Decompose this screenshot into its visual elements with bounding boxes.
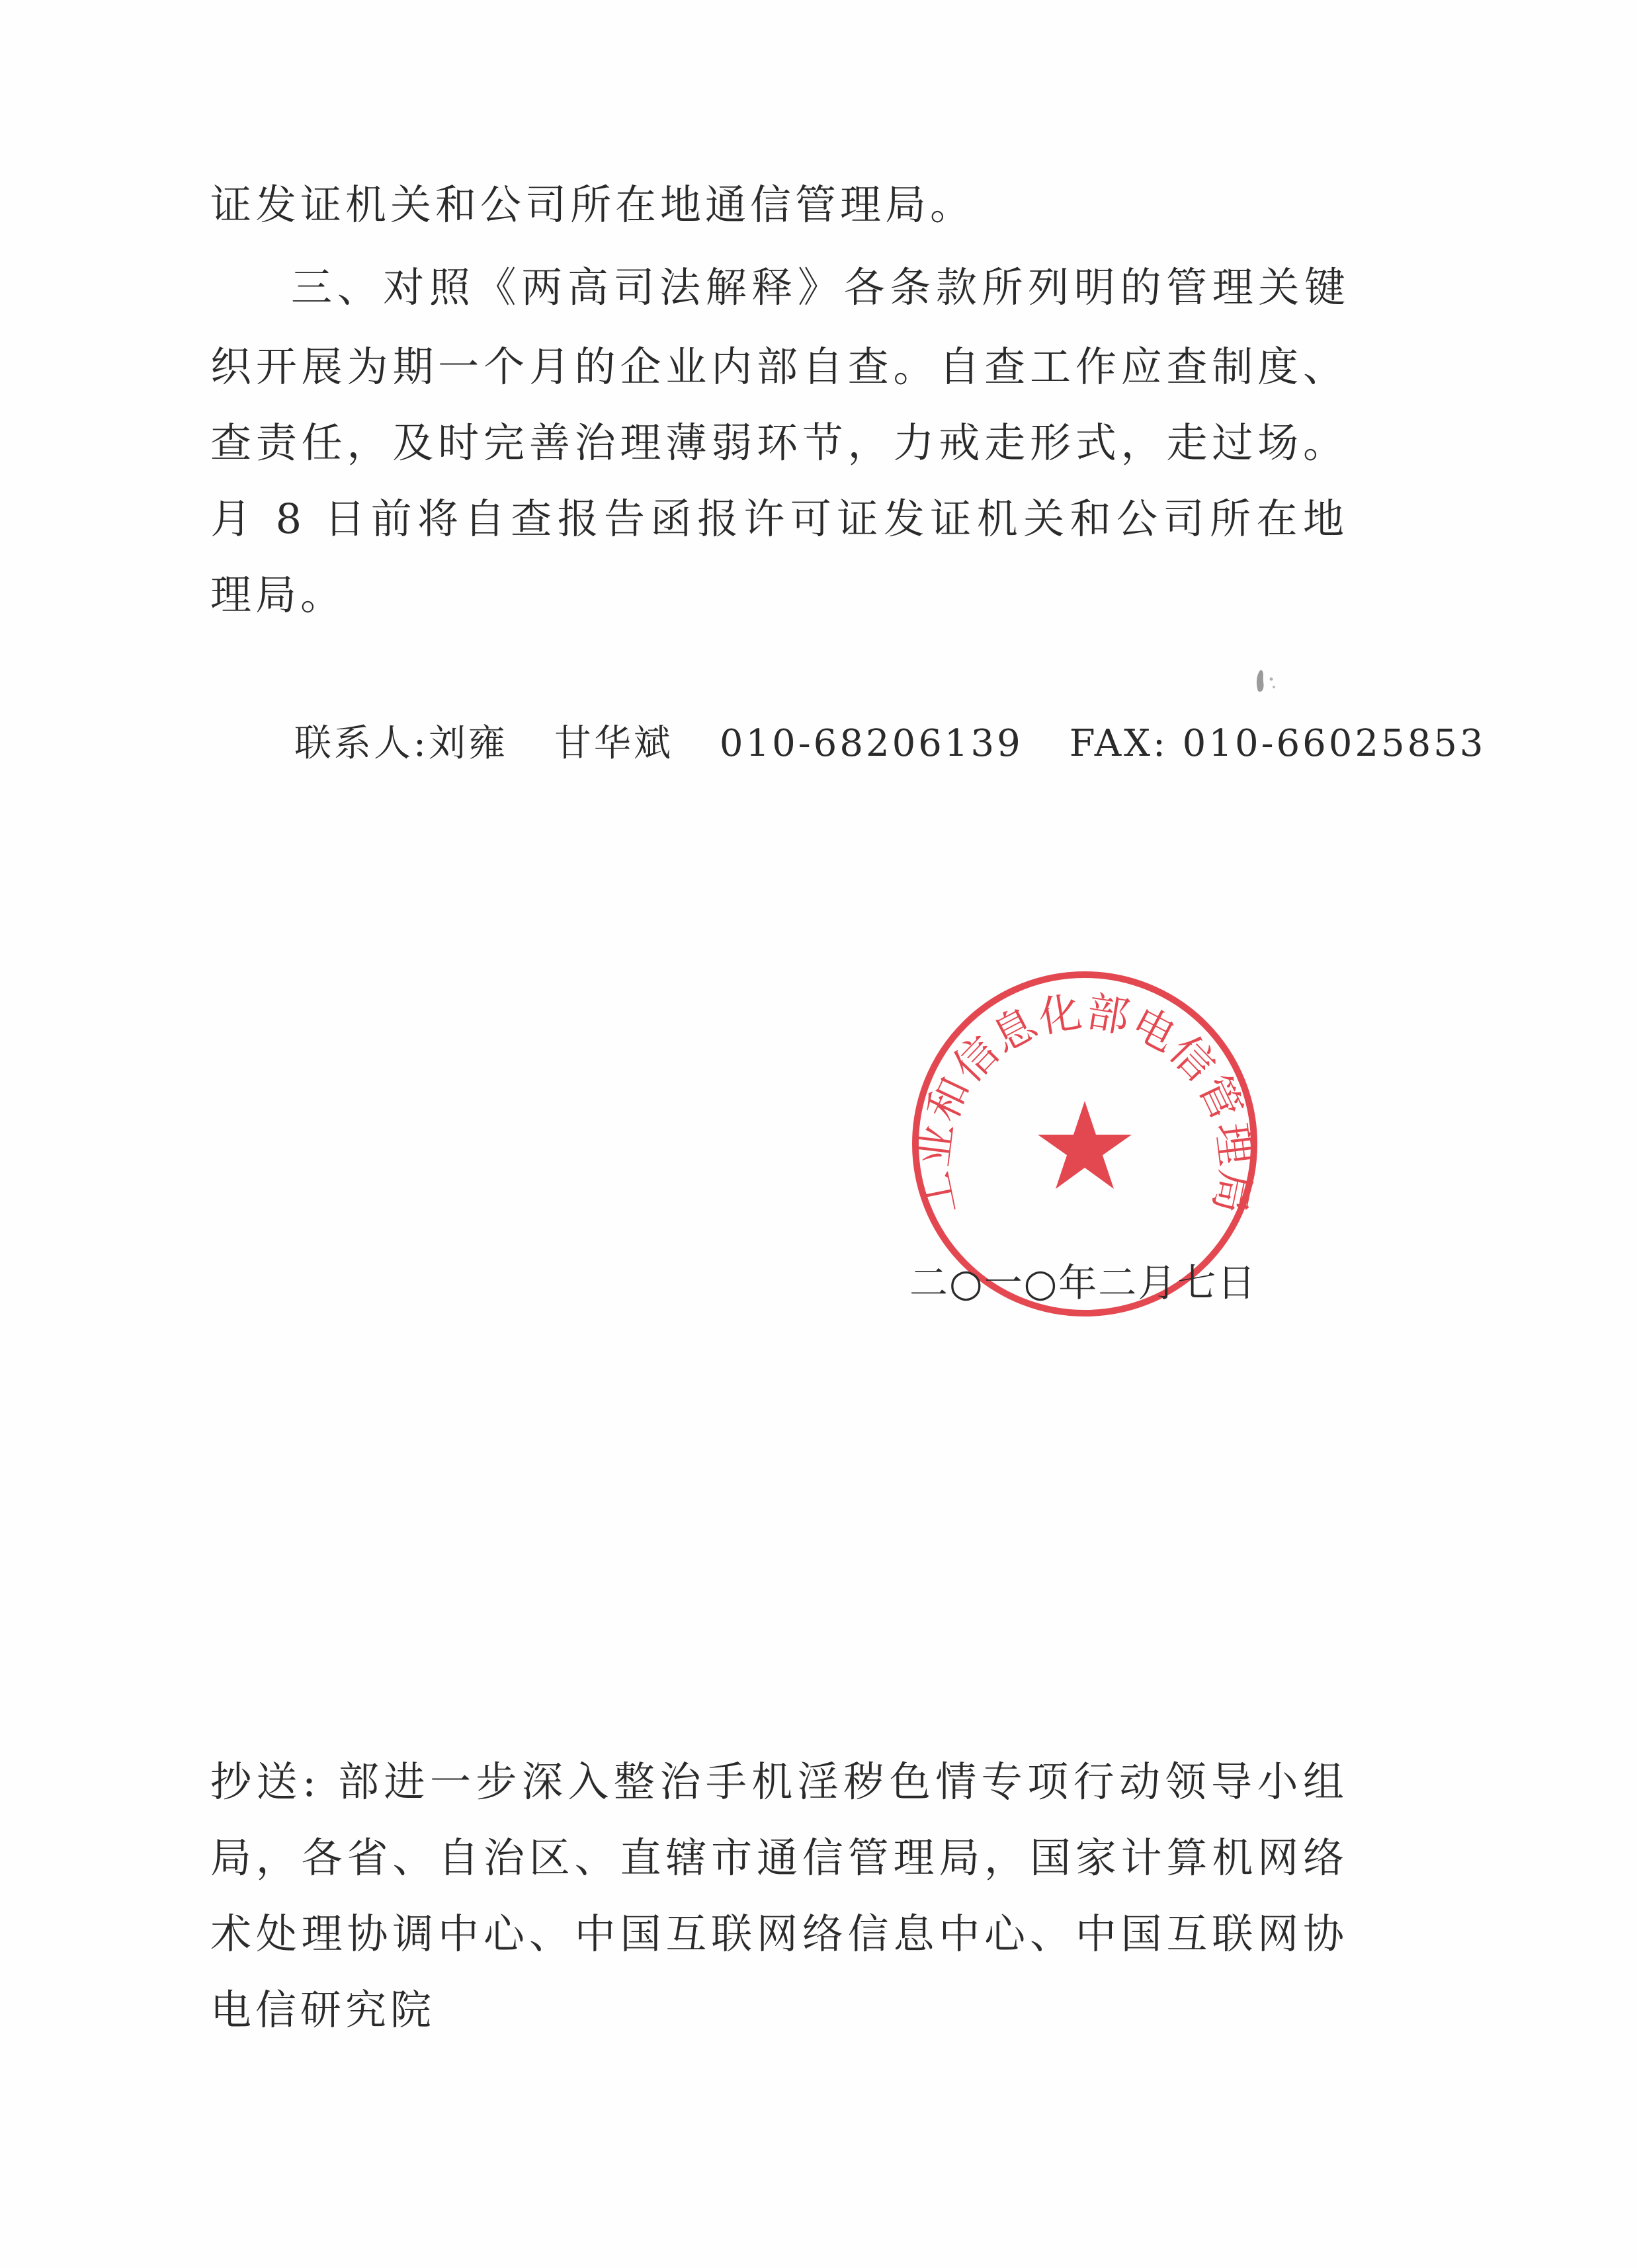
signature-date: 二○一○年二月七日 <box>909 1260 1257 1305</box>
seal-text: 工业和信息化部电信管理局 <box>909 987 1261 1219</box>
contact-name-1: 刘雍 <box>428 722 508 765</box>
contact-name-2: 甘华斌 <box>554 722 673 765</box>
body-line-6: 理局。 <box>210 571 346 619</box>
scan-speck <box>1251 665 1278 698</box>
body-line-3: 织开展为期一个月的企业内部自查。自查工作应查制度、 <box>210 343 1348 391</box>
cc-line-1: 抄送: 部进一步深入整治手机淫秽色情专项行动领导小组 <box>210 1758 1348 1806</box>
contact-phone: 010-68206139 <box>719 722 1023 765</box>
contact-line <box>294 717 1486 770</box>
body-line-5: 月 8 日前将自查报告函报许可证发证机关和公司所在地 <box>210 495 1348 543</box>
body-line-4: 查责任，及时完善治理薄弱环节，力戒走形式，走过场。 <box>210 419 1348 467</box>
cc-line-2: 局，各省、自治区、直辖市通信管理局，国家计算机网络 <box>210 1834 1348 1882</box>
body-line-1: 证发证机关和公司所在地通信管理局。 <box>210 181 976 229</box>
contact-label: 联系人: <box>294 722 429 765</box>
cc-line-3: 术处理协调中心、中国互联网络信息中心、中国互联网协 <box>210 1910 1348 1958</box>
seal-star-icon <box>1038 1101 1132 1189</box>
body-line-2: 三、对照《两高司法解释》各条款所列明的管理关键 <box>291 263 1349 311</box>
contact-fax: FAX: 010-66025853 <box>1069 722 1486 765</box>
cc-line-4: 电信研究院 <box>210 1986 436 2034</box>
